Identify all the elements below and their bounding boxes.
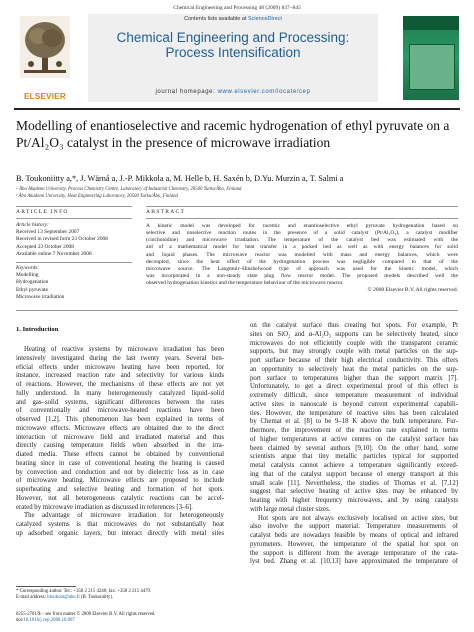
body-text-line: metal catalysts cannot achieve a temperature significantly exceed-	[250, 462, 458, 469]
body-text-line: suggest that selective heating of active sites may be enhanced by	[250, 488, 458, 496]
affiliation-b: ᵇ Åbo Akademi University, Heat Engineering Laboratory, 20500 Turku/Åbo, Finland	[16, 194, 178, 199]
body-text-line: of conventionally and microwave-heated reactions have been	[16, 407, 224, 415]
history-revised: Received in revised form 23 October 2008	[16, 236, 108, 243]
body-text-line: small scale [11]. Nevertheless, the studies of Thomas et al. [7,12]	[250, 479, 458, 487]
abstract-bottom-rule	[16, 310, 458, 311]
body-text-line: microwave effects. Microwave effects are obtained due to the direct	[16, 424, 224, 432]
article-title-line2: Pt/Al₂O₃ catalyst in the presence of microwave irradiation	[16, 134, 331, 150]
cover-illustration	[409, 44, 455, 90]
abstract-copyright: © 2008 Elsevier B.V. All rights reserved.	[367, 287, 458, 294]
doi-line	[16, 618, 316, 624]
journal-title-line1: Chemical Engineering and Processing:	[116, 30, 350, 45]
issn-line: 0255-2701/$ – see front matter © 2008 Elsevier B.V. All rights reserved.	[16, 612, 156, 617]
body-text-line: been claimed by several authors [9,10]. On the other hand, some	[250, 444, 458, 452]
abstract-line: aid of a mathematical model for heat transfer in a packed bed as well as with energy balances for solid	[146, 244, 458, 251]
abstract-line: selective and unselective reaction routes in the presence of a solid catalyst (Pt/Al₂O₃), a catalyst modifier	[146, 230, 458, 237]
body-text-line: pyrometers. However, the temperature of the spatial hot spot on	[250, 540, 458, 548]
body-text-line: However, not all heterogeneous catalytic reactions can be accel-	[16, 494, 224, 502]
body-text-line: catalyzed systems is that microwaves do not substantially heat	[16, 521, 224, 528]
abstract-body	[146, 223, 458, 295]
article-title-line1: Modelling of enantioselective and racemic hydrogenation of ethyl pyruvate on a	[16, 118, 450, 133]
body-text-line: ties. However, the temperature of reactive sites has been calculated	[250, 409, 458, 417]
abstract-line: and liquid phases. The microwave reactor was modelled with mass and energy balances, which were	[146, 251, 458, 258]
body-text-line: diated media. These effects cannot be obtained by conventional	[16, 451, 224, 458]
body-text-line: extremely difficult, since temperature measurement of individual	[250, 392, 458, 399]
elsevier-tree-icon	[20, 16, 70, 78]
body-text-line: active sites in nanoscale is beyond current experimental capabili-	[250, 400, 458, 408]
body-text-line: heating since in case of conventional heating the heating is caused	[16, 459, 224, 467]
keyword-item: Hydrogenation	[16, 279, 49, 286]
body-text-line: lyst bed. Zhang et al. [10,13] have approximated the temperature of	[250, 558, 458, 566]
body-text-line: ing that of the catalyst support because of energy transport at this	[250, 470, 458, 478]
corresponding-author-note: * Corresponding author. Tel.: +358 2 215 4248; fax: +358 2 215 4479.	[16, 589, 152, 594]
journal-banner	[88, 14, 378, 102]
article-title	[16, 118, 456, 151]
body-text-line: superheating and selective heating and formation of hot spots.	[16, 486, 224, 493]
abstract-line: microwave source. The Langmuir–Hinshelwood type of approach was used for the kinetic model, which	[146, 265, 458, 272]
body-text-line: The advantage of microwave irradiation for heterogeneously	[24, 512, 224, 520]
affiliation-a: ᵃ Åbo Akademi University, Process Chemistry Centre, Laboratory of Industrial Chemistry, 20500 Turku/Åbo, Finland	[16, 187, 242, 192]
abstract-line: (cinchonidine) and microwave irradiation. The temperature of the catalyst bed was estimated with the	[146, 237, 458, 244]
body-text-line: on the catalyst surface thus creating hot spots. For example, Pt	[250, 322, 458, 329]
sciencedirect-link[interactable]: ScienceDirect	[247, 16, 282, 22]
body-text-line: catalyst beds are nowadays feasible by means of optical and infrared	[250, 532, 458, 539]
elsevier-logo[interactable]	[14, 14, 76, 102]
homepage-prefix: journal homepage:	[155, 89, 218, 95]
masthead-rule	[14, 108, 460, 110]
body-text-line: port surface because of their high electrical conductivity. This offers	[250, 357, 458, 364]
doi-prefix: doi:	[16, 618, 24, 624]
email-note	[16, 595, 236, 601]
body-text-line: eficial effects under microwave heating have been reported, for	[16, 363, 224, 371]
body-column-right	[250, 322, 458, 567]
body-text-line: Heating of reactive systems by microwave irradiation has been	[24, 346, 224, 353]
article-history	[16, 222, 132, 258]
abstract-line: was incorporated in a non-steady state plug flow reactor model. The proposed models described well the	[146, 273, 458, 280]
history-online: Available online 7 November 2008	[16, 250, 92, 257]
keywords-block	[16, 265, 132, 301]
body-text-line: port surface to temperatures higher than the support matrix [7].	[250, 374, 458, 382]
keyword-item: Microwave irradiation	[16, 293, 65, 300]
journal-title-line2: Process Intensification	[165, 45, 301, 60]
article-info-rule	[16, 206, 132, 207]
article-info-subrule	[16, 218, 132, 219]
body-text-line: fully understood. In many heterogeneously catalyzed liquid–solid	[16, 389, 224, 397]
body-text-line: and gas–solid systems, significant differences between the rates	[16, 398, 224, 406]
body-text-line: of reactions. However, the mechanisms of these effects are not yet	[16, 381, 224, 388]
body-text-line: scientists argue that tiny metallic particles typical for supported	[250, 453, 458, 461]
body-text-line: microwaves do not efficiently couple with the transparent ceramic	[250, 339, 458, 347]
body-text-line: intensively investigated during the last twenty years. Several ben-	[16, 354, 224, 362]
keyword-item: Modelling	[16, 272, 39, 279]
body-text-line: supports, but may strongly couple with metal particles on the sup-	[250, 348, 458, 356]
body-text-line: sites on SiO₂ and α-Al₂O₃ supports can be selectively heated, since	[250, 330, 458, 338]
body-text-line: Unfortunately, to get a direct experimental proof of this effect is	[250, 383, 458, 391]
body-text-line: with large metal cluster sizes.	[250, 505, 331, 513]
email-suffix: (B. Toukoniitty).	[79, 595, 114, 601]
history-received: Received 13 September 2007	[16, 229, 80, 236]
abstract-subrule	[146, 218, 458, 219]
body-text-line: erated by microwave irradiation as discussed in references [3–6].	[16, 503, 193, 511]
footnote-rule	[16, 586, 76, 587]
abstract-line: A kinetic model was developed for racemic and enantioselective ethyl pyruvate hydrogenation based on	[146, 223, 458, 229]
body-text-line: also involve the support material. Temperature measurements of	[250, 523, 458, 531]
journal-homepage	[88, 89, 378, 95]
abstract-line: decoupled, since the heat effect of the hydrogenation process was negligible compared to that of the	[146, 258, 458, 265]
abstract-rule	[146, 206, 458, 207]
running-head: Chemical Engineering and Processing 48 (2009) 837–845	[173, 5, 301, 11]
body-text-line: interaction of microwave field and irradiated material and thus	[16, 433, 224, 441]
publisher-name: ELSEVIER	[24, 92, 66, 101]
body-text-line: up adsorbed organic layers, but interact directly with metal sites	[16, 529, 224, 537]
journal-masthead	[14, 14, 460, 106]
history-label: Article history:	[16, 222, 49, 228]
footnote-block	[16, 589, 236, 602]
body-text-line: by convection and conduction and not by dielectric loss as in case	[16, 468, 224, 476]
body-text-line: instance, increased reaction rate and selectivity for various kinds	[16, 372, 224, 380]
body-text-line: of microwave heating. Microwave effects are proposed to include	[16, 477, 224, 485]
abstract-heading: ABSTRACT	[146, 209, 186, 215]
keywords-label: Keywords:	[16, 265, 40, 271]
cover-title-strip	[403, 16, 459, 30]
body-text-line: directly causing temperature fields when absorbed in the irra-	[16, 442, 224, 450]
section-heading-introduction: 1. Introduction	[16, 326, 59, 333]
body-text-line: thermore, the improvement of the reaction rate explained in terms	[250, 427, 458, 434]
abstract-line: observed hydrogenation kinetics and the temperature behaviour of the microwave reactor.	[146, 280, 344, 287]
journal-cover-image[interactable]	[403, 16, 459, 100]
keyword-item: Ethyl pyruvate	[16, 286, 48, 293]
publication-info	[16, 612, 316, 625]
body-text-line: the support is different from the average temperature of the cata-	[250, 549, 458, 557]
doi-link[interactable]: 10.1016/j.cep.2008.10.007	[23, 618, 75, 624]
history-accepted: Accepted 23 October 2008	[16, 243, 74, 250]
email-link[interactable]: btoukoni@abo.fi	[47, 595, 80, 601]
body-text-line: by Chemat et al. [8] to be 9–18 K above the bulk temperature. Fur-	[250, 418, 458, 426]
body-text-line: of higher temperatures at active centres on the catalyst surface has	[250, 435, 458, 443]
body-text-line: observed [1,2]. This phenomenon has been explained in terms of	[16, 416, 224, 423]
body-text-line: Hot spots are not always exclusively localised on active sites, but	[258, 514, 458, 522]
body-column-left	[16, 346, 224, 539]
body-text-line: heating with higher frequency microwaves, and by using catalysts	[250, 497, 458, 504]
contents-line	[88, 16, 378, 22]
body-text-line: an opportunity to selectively heat the metal particles on the sup-	[250, 365, 458, 373]
article-info-heading: ARTICLE INFO	[16, 209, 69, 215]
author-list: B. Toukoniitty a,*, J. Wärnå a, J.-P. Mikkola a, M. Helle b, H. Saxén b, D.Yu. Murzin a, T. Salmi a	[16, 174, 344, 183]
contents-prefix: Contents lists available at	[184, 16, 248, 22]
email-prefix: E-mail address:	[16, 595, 48, 601]
keywords-rule	[16, 262, 132, 263]
homepage-link[interactable]: www.elsevier.com/locate/cep	[217, 89, 311, 95]
journal-title	[88, 30, 378, 60]
